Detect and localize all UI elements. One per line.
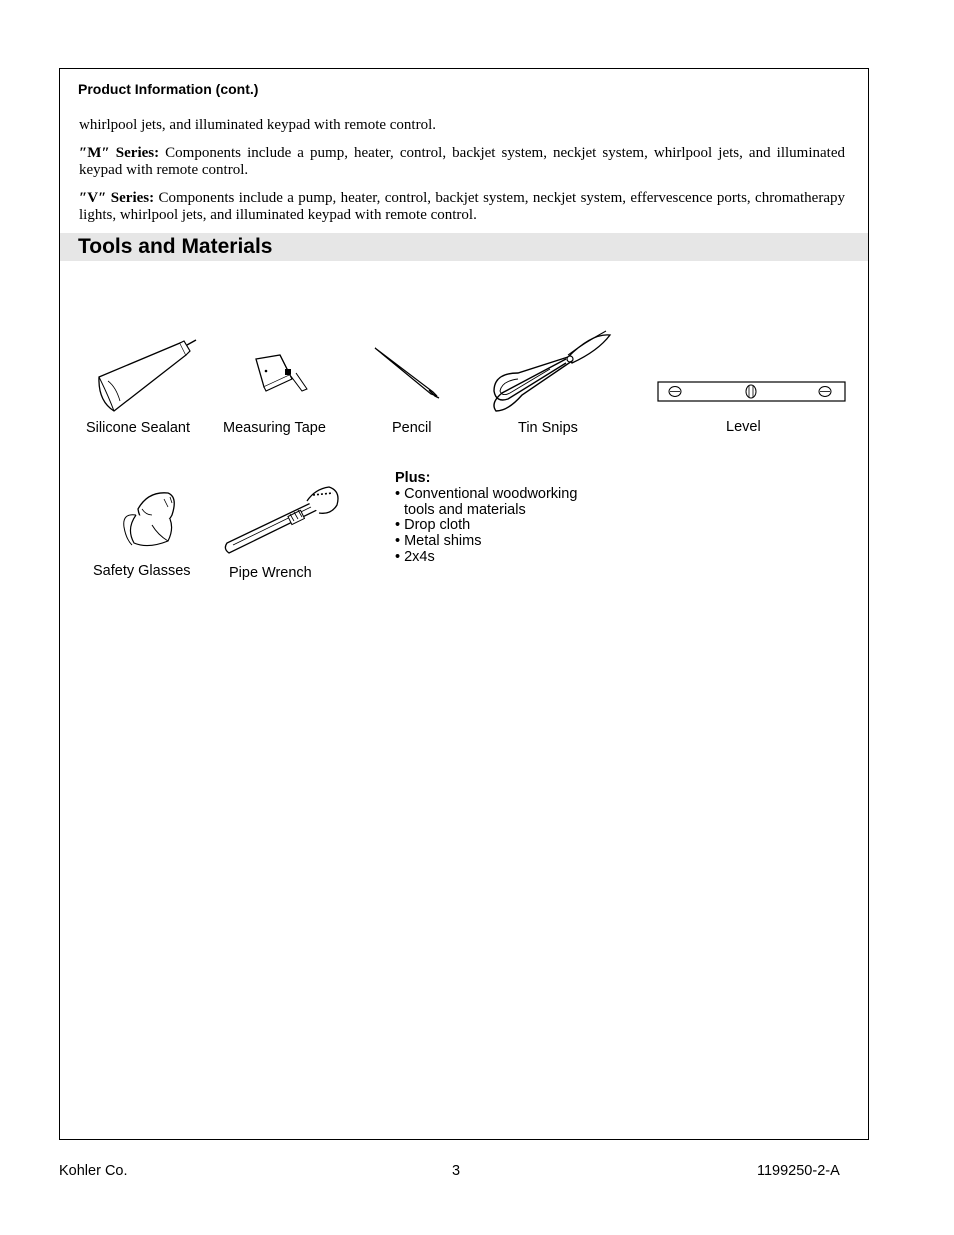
paragraph-v-series [79, 190, 845, 224]
paragraph-text: whirlpool jets, and illuminated keypad with remote control. [79, 117, 437, 133]
measuring-tape-icon [252, 351, 312, 401]
paragraph-text: Components include a pump, heater, control, backjet system, neckjet system, effervescence ports, chromatherapy lights, whirlpool jets, and illuminated keypad with remote control. [79, 190, 845, 223]
level-label: Level [726, 419, 761, 435]
plus-list [395, 471, 577, 566]
silicone-sealant-icon [94, 337, 204, 417]
safety-glasses-icon [118, 485, 188, 555]
plus-title: Plus: [395, 470, 431, 486]
level-icon [657, 381, 847, 403]
plus-item: tools and materials [404, 501, 526, 518]
plus-item: • Conventional woodworking [395, 485, 578, 502]
pipe-wrench-icon [223, 483, 343, 557]
tin-snips-label: Tin Snips [518, 420, 578, 436]
content-frame [59, 68, 869, 1140]
pencil-label: Pencil [392, 420, 432, 436]
paragraph-text: Components include a pump, heater, control, backjet system, neckjet system, whirlpool jets, and illuminated keypad with remote control. [79, 145, 845, 178]
tools-heading-bar [60, 233, 868, 261]
safety-glasses-label: Safety Glasses [93, 563, 191, 579]
paragraph-product-info [79, 117, 845, 134]
silicone-sealant-label: Silicone Sealant [86, 420, 190, 436]
footer-page-number: 3 [452, 1163, 461, 1179]
section-heading: Product Information (cont.) [78, 81, 259, 97]
series-label-v: ″V″ Series: [79, 190, 155, 206]
pencil-icon [373, 346, 443, 400]
pipe-wrench-label: Pipe Wrench [229, 565, 312, 581]
plus-item: • 2x4s [395, 548, 435, 565]
footer-company: Kohler Co. [59, 1163, 128, 1179]
plus-item: • Metal shims [395, 533, 482, 550]
paragraph-m-series [79, 145, 845, 179]
footer-doc-number: 1199250-2-A [757, 1163, 840, 1179]
measuring-tape-label: Measuring Tape [223, 420, 326, 436]
series-label-m: ″M″ Series: [79, 145, 160, 161]
tools-heading: Tools and Materials [78, 235, 273, 258]
plus-item: • Drop cloth [395, 517, 471, 534]
tin-snips-icon [488, 329, 614, 419]
